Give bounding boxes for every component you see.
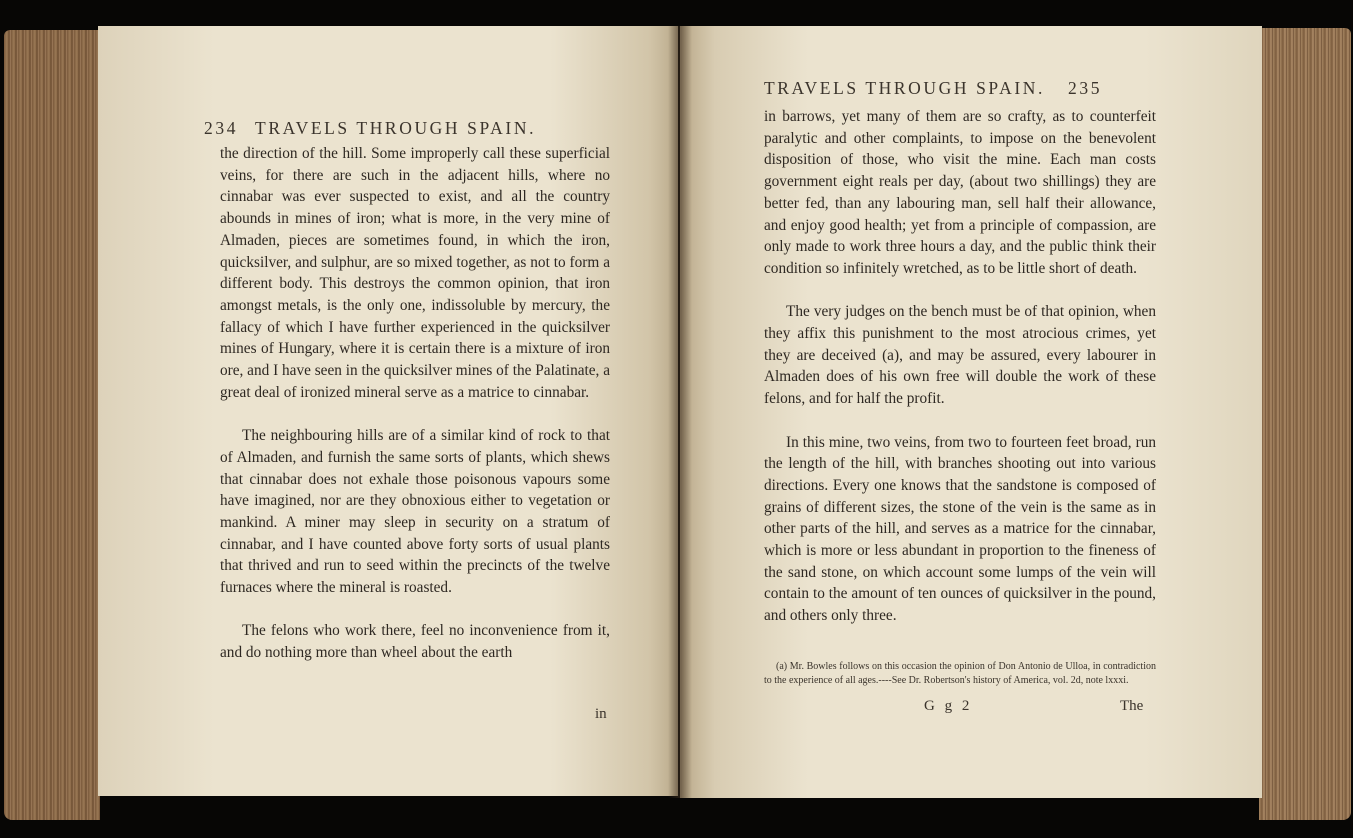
right-paragraph-2: The very judges on the bench must be of that opinion, when they affix this punishment to the most atrocious crimes, yet they are deceived (a), and may be assured, every labourer in Almaden does of his own free will double the work of these felons, and for half the profit. — [764, 303, 1156, 408]
left-catchword: in — [595, 706, 607, 722]
left-page — [98, 26, 678, 796]
right-running-head — [764, 78, 1102, 99]
right-catchword: The — [1120, 698, 1144, 714]
signature-mark: G g 2 — [924, 698, 973, 714]
right-page — [680, 26, 1262, 798]
right-paragraph-1: in barrows, yet many of them are so crafty, as to counterfeit paralytic and other complaints, to impose on the benevolent disposition of those, who visit the mine. Each man costs government eight reals per day, (about two shillings) they are better fed, than any labouring man, sell half their allowance, and enjoy good health; yet from a principle of compassion, are only made to work three hours a day, and the public think their condition so infinitely wretched, as to be little short of death. — [764, 108, 1156, 277]
left-paragraph-2: The neighbouring hills are of a similar kind of rock to that of Almaden, and furnish the same sorts of plants, which shews that cinnabar does not exhale those poisonous vapours some have imagined, nor are they obnoxious either to vegetation or mankind. A miner may sleep in security on a stratum of cinnabar, and I have counted above forty sorts of usual plants that thrived and run to seed within the precincts of the twelve furnaces where the mineral is roasted. — [220, 427, 610, 597]
footnote-text: (a) Mr. Bowles follows on this occasion the opinion of Don Antonio de Ulloa, in contradiction to the experience of all ages.----See Dr. Robertson's history of America, vol. 2d, note lxxxi. — [764, 661, 1156, 686]
left-body-text — [220, 143, 610, 664]
left-paragraph-1: the direction of the hill. Some improperly call these superficial veins, for there are such in the adjacent hills, where no cinnabar was ever suspected to exist, and all the country abounds in mines of iron; what is more, in the very mine of Almaden, pieces are sometimes found, in which the iron, quicksilver, and sulphur, are so mixed together, as not to form a different body. This destroys the common opinion, that iron amongst metals, is the only one, indissoluble by mercury, the fallacy of which I have further experienced in the quicksilver mines of Hungary, where it is certain there is a mixture of iron ore, and I have seen in the quicksilver mines of the Palatinate, a great deal of ironized mineral serve as a matrice to cinnabar. — [220, 145, 610, 401]
right-page-edges — [1259, 28, 1351, 820]
left-page-edges — [4, 30, 100, 820]
left-paragraph-3: The felons who work there, feel no inconvenience from it, and do nothing more than wheel about the earth — [220, 622, 610, 662]
left-running-head — [204, 118, 536, 139]
right-page-number: 235 — [1068, 78, 1103, 98]
right-paragraph-3: In this mine, two veins, from two to fourteen feet broad, run the length of the hill, with branches shooting out into various directions. Every one knows that the sandstone is composed of grains of different sizes, the stone of the vein is the same as in other parts of the hill, and serves as a matrice for the cinnabar, which is more or less abundant in proportion to the fineness of the sand stone, on which account some lumps of the vein will contain to the amount of ten ounces of quicksilver in the pound, and others only three. — [764, 433, 1156, 625]
right-running-title: TRAVELS THROUGH SPAIN. — [764, 78, 1046, 98]
book-gutter — [668, 26, 692, 798]
left-running-title: TRAVELS THROUGH SPAIN. — [255, 118, 537, 138]
left-page-number: 234 — [204, 118, 239, 138]
footnote — [764, 660, 1156, 688]
right-body-text — [764, 106, 1156, 627]
